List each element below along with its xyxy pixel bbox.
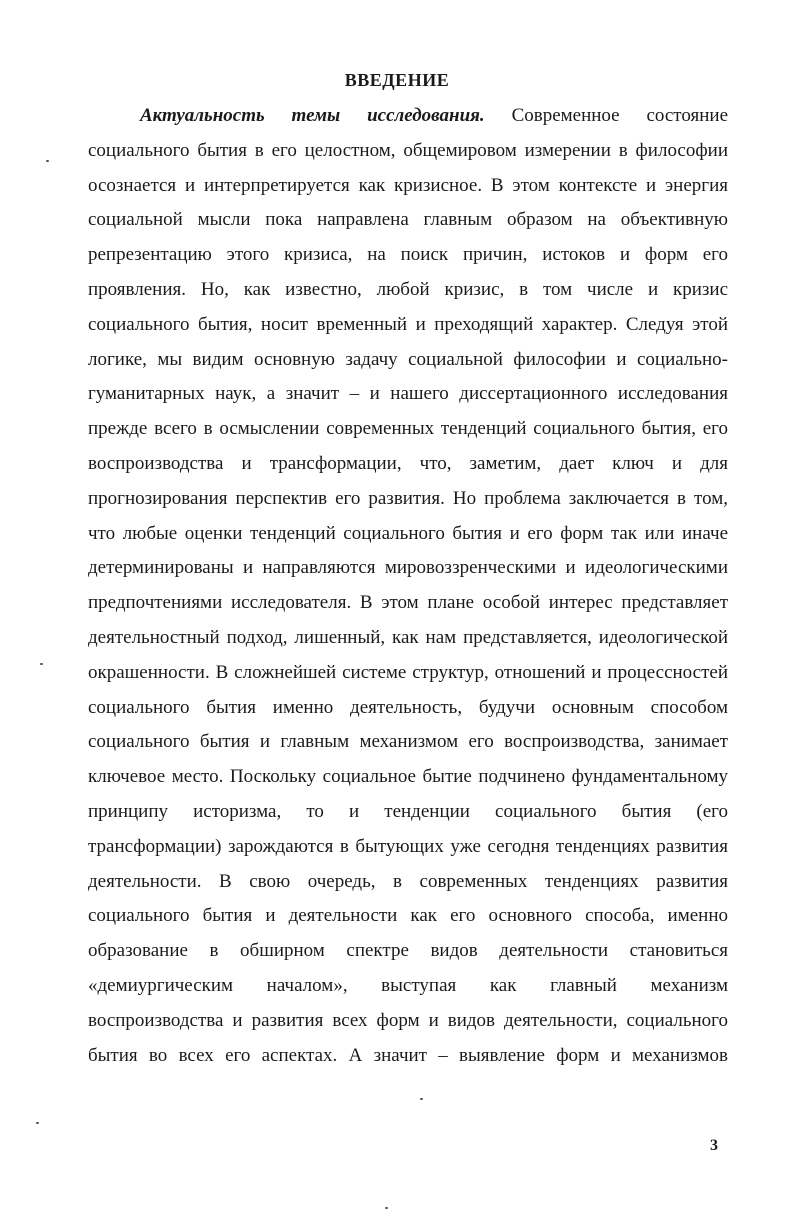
paragraph-line: социального бытия и деятельности как его основного способа, именно	[88, 905, 728, 927]
paragraph-line: социального бытия и главным механизмом его воспроизводства, занимает	[88, 731, 728, 753]
paragraph-line: осознается и интерпретируется как кризисное. В этом контексте и энергия	[88, 174, 728, 196]
scan-speck	[36, 1122, 39, 1124]
paragraph-line: логике, мы видим основную задачу социальной философии и социально-	[88, 348, 728, 370]
paragraph-line: воспроизводства и развития всех форм и видов деятельности, социального	[88, 1009, 728, 1031]
lead-in-phrase: Актуальность темы исследования.	[140, 105, 485, 126]
paragraph-line: что любые оценки тенденций социального бытия и его форм так или иначе	[88, 522, 728, 544]
paragraph-line	[88, 99, 728, 134]
paragraph-line-text: Современное состояние	[511, 105, 729, 126]
paragraph-line: проявления. Но, как известно, любой кризис, в том числе и кризис	[88, 278, 728, 300]
paragraph-line: ключевое место. Поскольку социальное бытие подчинено фундаментальному	[88, 766, 728, 788]
scan-speck	[420, 1098, 423, 1100]
paragraph-line: воспроизводства и трансформации, что, заметим, дает ключ и для	[88, 452, 728, 474]
scan-speck	[46, 160, 49, 162]
paragraph-line: бытия во всех его аспектах. А значит – выявление форм и механизмов	[88, 1044, 728, 1066]
body-paragraph	[88, 99, 728, 1073]
paragraph-line: окрашенности. В сложнейшей системе структур, отношений и процессностей	[88, 661, 728, 683]
paragraph-line: репрезентацию этого кризиса, на поиск причин, истоков и форм его	[88, 244, 728, 266]
paragraph-line: предпочтениями исследователя. В этом плане особой интерес представляет	[88, 592, 728, 614]
paragraph-line: социального бытия, носит временный и преходящий характер. Следуя этой	[88, 313, 728, 335]
paragraph-line: детерминированы и направляются мировоззренческими и идеологическими	[88, 557, 728, 579]
paragraph-line: социального бытия именно деятельность, будучи основным способом	[88, 696, 728, 718]
paragraph-line: образование в обширном спектре видов деятельности становиться	[88, 940, 728, 962]
paragraph-line: гуманитарных наук, а значит – и нашего диссертационного исследования	[88, 383, 728, 405]
scan-speck	[385, 1207, 388, 1209]
paragraph-line: трансформации) зарождаются в бытующих уже сегодня тенденциях развития	[88, 835, 728, 857]
scan-speck	[40, 663, 43, 665]
paragraph-line: социальной мысли пока направлена главным образом на объективную	[88, 209, 728, 231]
paragraph-line: деятельности. В свою очередь, в современных тенденциях развития	[88, 870, 728, 892]
paragraph-line: прогнозирования перспектив его развития. Но проблема заключается в том,	[88, 487, 728, 509]
paragraph-line: социального бытия в его целостном, общемировом измерении в философии	[88, 139, 728, 161]
paragraph-line: «демиургическим началом», выступая как главный механизм	[88, 974, 728, 996]
paragraph-line: принципу историзма, то и тенденции социального бытия (его	[88, 800, 728, 822]
section-heading: ВВЕДЕНИЕ	[344, 70, 450, 90]
paragraph-line: прежде всего в осмыслении современных тенденций социального бытия, его	[88, 418, 728, 440]
paragraph-line: деятельностный подход, лишенный, как нам представляется, идеологической	[88, 626, 728, 648]
page-number: 3	[710, 1137, 718, 1154]
